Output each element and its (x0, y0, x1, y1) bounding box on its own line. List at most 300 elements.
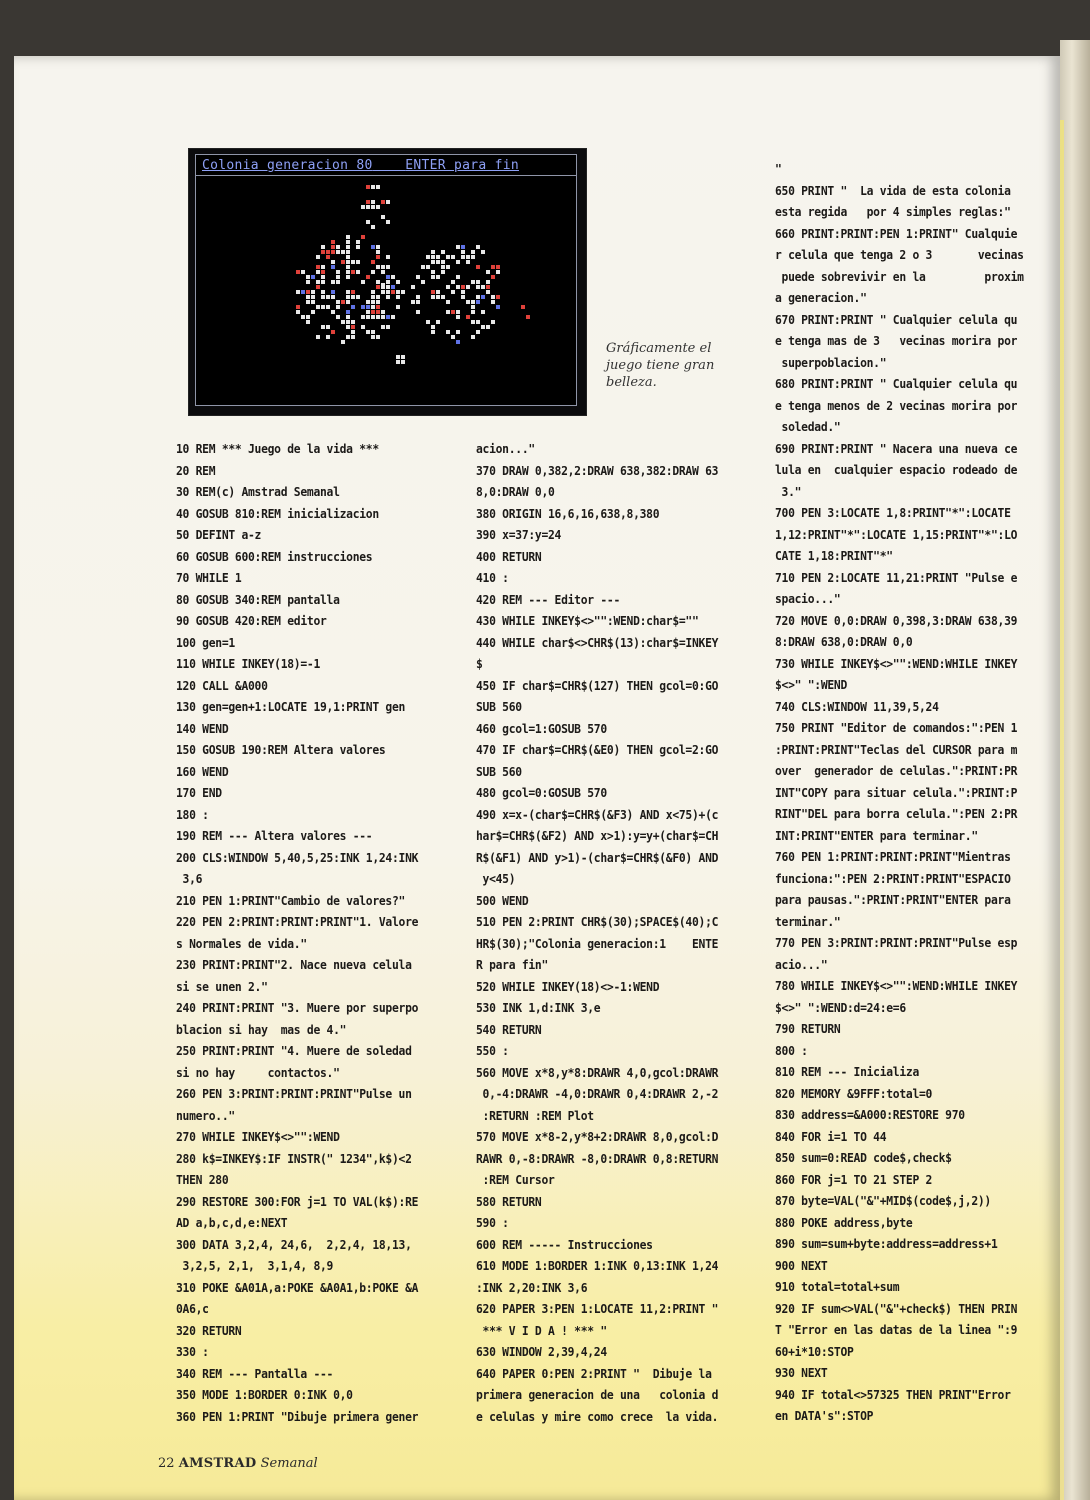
colony-cell (476, 285, 480, 289)
colony-cell (351, 260, 355, 264)
colony-cell (336, 305, 340, 309)
colony-cell (331, 245, 335, 249)
code-line: 60+i*10:STOP (775, 1344, 854, 1359)
code-line: 730 WHILE INKEY$<>"":WEND:WHILE INKEY (775, 656, 1018, 671)
colony-cell (386, 285, 390, 289)
code-line: 260 PEN 3:PRINT:PRINT:PRINT"Pulse un (176, 1087, 412, 1101)
colony-cell (461, 245, 465, 249)
colony-cell (331, 280, 335, 284)
colony-cell (306, 290, 310, 294)
code-line: 90 GOSUB 420:REM editor (176, 614, 327, 628)
colony-cell (346, 315, 350, 319)
code-line: 660 PRINT:PRINT:PEN 1:PRINT" Cualquie (775, 226, 1018, 241)
caption-line: juego tiene gran (606, 358, 715, 373)
colony-cell (296, 310, 300, 314)
code-line: INT"COPY para situar celula.":PRINT:P (775, 785, 1018, 800)
colony-cell (431, 290, 435, 294)
colony-cell (436, 255, 440, 259)
code-line: $<>" ":WEND:d=24:e=6 (775, 1000, 906, 1015)
code-line: 1,12:PRINT"*":LOCATE 1,15:PRINT"*":LO (775, 527, 1018, 542)
code-line: 670 PRINT:PRINT " Cualquier celula qu (775, 312, 1018, 327)
game-screen (195, 154, 577, 406)
code-line: 70 WHILE 1 (176, 571, 242, 585)
code-line: spacio..." (775, 592, 841, 606)
colony-cell (436, 295, 440, 299)
colony-cell (301, 270, 305, 274)
code-line: 120 CALL &A000 (176, 678, 268, 693)
code-line: 640 PAPER 0:PEN 2:PRINT " Dibuje la (476, 1366, 712, 1381)
colony-cell (381, 283, 385, 287)
code-line: 390 x=37:y=24 (476, 528, 562, 542)
code-line: 940 IF total<>57325 THEN PRINT"Error (775, 1387, 1011, 1402)
code-line: 480 gcol=0:GOSUB 570 (476, 786, 607, 800)
colony-cell (316, 255, 320, 259)
code-line: si no hay contactos." (176, 1065, 340, 1080)
colony-cell (331, 260, 335, 264)
colony-cell (416, 300, 420, 304)
colony-cell (401, 355, 405, 359)
colony-cell (326, 305, 330, 309)
colony-cell (481, 295, 485, 299)
colony-cell (401, 290, 405, 294)
colony-cell (321, 295, 325, 299)
colony-cell (366, 275, 370, 279)
code-line: 140 WEND (176, 721, 229, 736)
colony-cell (371, 270, 375, 274)
colony-cell (351, 290, 355, 294)
colony-cell (326, 335, 330, 339)
code-line: 210 PEN 1:PRINT"Cambio de valores?" (176, 893, 406, 908)
colony-cell (371, 310, 375, 314)
colony-cell (521, 305, 525, 309)
photo-caption (606, 340, 732, 391)
code-line: 410 : (476, 571, 509, 585)
code-line: 220 PEN 2:PRINT:PRINT:PRINT"1. Valore (176, 915, 419, 929)
colony-cell (346, 290, 350, 294)
colony-cell (351, 335, 355, 339)
colony-cell (306, 295, 310, 299)
colony-cell (461, 255, 465, 259)
code-line: har$=CHR$(&F2) AND x>1):y=y+(char$=CH (476, 829, 719, 843)
colony-cell (386, 265, 390, 269)
code-line: :PRINT:PRINT"Teclas del CURSOR para m (775, 742, 1018, 757)
colony-cell (336, 270, 340, 274)
code-line: 470 IF char$=CHR$(&E0) THEN gcol=2:GO (476, 743, 719, 757)
code-line: SUB 560 (476, 700, 522, 714)
colony-cell (331, 250, 335, 254)
code-line: a generacion." (775, 291, 867, 305)
colony-cell (386, 220, 390, 224)
colony-cell (351, 270, 355, 274)
cell-colony (196, 155, 576, 405)
code-line: R$(&F1) AND y>1)-(char$=CHR$(&F0) AND (476, 850, 719, 865)
colony-cell (471, 300, 475, 304)
colony-cell (386, 325, 390, 329)
game-screenshot (189, 149, 586, 415)
colony-cell (371, 330, 375, 334)
colony-cell (366, 185, 370, 189)
colony-cell (326, 250, 330, 254)
code-line: e tenga mas de 3 vecinas morira por (775, 334, 1018, 348)
colony-cell (421, 265, 425, 269)
code-line: 700 PEN 3:LOCATE 1,8:PRINT"*":LOCATE (775, 506, 1011, 520)
colony-cell (316, 270, 320, 274)
colony-cell (371, 245, 375, 249)
colony-cell (381, 270, 385, 274)
colony-cell (396, 360, 400, 364)
colony-cell (371, 205, 375, 209)
code-line: 280 k$=INKEY$:IF INSTR(" 1234",k$)<2 (176, 1151, 412, 1166)
colony-cell (361, 325, 365, 329)
colony-cell (316, 280, 320, 284)
colony-cell (441, 295, 445, 299)
code-line: en DATA's":STOP (775, 1409, 874, 1423)
code-line: over generador de celulas.":PRINT:PR (775, 764, 1018, 778)
colony-cell (471, 310, 475, 314)
colony-cell (376, 280, 380, 284)
colony-cell (456, 315, 460, 319)
code-line: si se unen 2." (176, 979, 268, 994)
code-line: 590 : (476, 1216, 509, 1230)
colony-cell (481, 310, 485, 314)
colony-cell (376, 185, 380, 189)
colony-cell (381, 265, 385, 269)
colony-cell (346, 295, 350, 299)
listing-column-2 (476, 439, 718, 1428)
code-line: 130 gen=gen+1:LOCATE 19,1:PRINT gen (176, 700, 406, 714)
code-line: CATE 1,18:PRINT"*" (775, 549, 893, 563)
colony-cell (346, 260, 350, 264)
code-line: 900 NEXT (775, 1258, 828, 1273)
code-line: 780 WHILE INKEY$<>"":WEND:WHILE INKEY (775, 979, 1018, 993)
code-line: 170 END (176, 786, 222, 800)
code-line: 680 PRINT:PRINT " Cualquier celula qu (775, 377, 1018, 391)
code-line: :REM Cursor (476, 1173, 555, 1187)
colony-cell (366, 315, 370, 319)
code-line: 10 REM *** Juego de la vida *** (176, 442, 379, 456)
colony-cell (486, 290, 490, 294)
colony-cell (326, 255, 330, 259)
page-footer (158, 1456, 318, 1471)
colony-cell (321, 265, 325, 269)
colony-cell (376, 295, 380, 299)
code-line: 740 CLS:WINDOW 11,39,5,24 (775, 699, 939, 714)
colony-cell (316, 305, 320, 309)
code-line: 790 RETURN (775, 1022, 841, 1036)
code-line: 870 byte=VAL("&"+MID$(code$,j,2)) (775, 1194, 991, 1208)
code-line: 30 REM(c) Amstrad Semanal (176, 485, 340, 499)
colony-cell (336, 250, 340, 254)
code-line: 450 IF char$=CHR$(127) THEN gcol=0:GO (476, 678, 719, 693)
colony-cell (311, 295, 315, 299)
colony-cell (446, 255, 450, 259)
code-line: 340 REM --- Pantalla --- (176, 1366, 334, 1381)
code-line: SUB 560 (476, 764, 522, 779)
code-line: 0A6,c (176, 1302, 209, 1316)
colony-cell (331, 265, 335, 269)
colony-cell (476, 300, 480, 304)
code-line: 380 ORIGIN 16,6,16,638,8,380 (476, 506, 660, 521)
colony-cell (476, 295, 480, 299)
colony-cell (431, 330, 435, 334)
code-line: 430 WHILE INKEY$<>"":WEND:char$="" (476, 614, 699, 628)
colony-cell (296, 270, 300, 274)
colony-cell (386, 315, 390, 319)
colony-cell (446, 310, 450, 314)
colony-cell (466, 315, 470, 319)
code-line: 610 MODE 1:BORDER 1:INK 0,13:INK 1,24 (476, 1259, 719, 1273)
code-line: 80 GOSUB 340:REM pantalla (176, 592, 340, 607)
code-line: 860 FOR j=1 TO 21 STEP 2 (775, 1172, 933, 1187)
code-line: 190 REM --- Altera valores --- (176, 829, 373, 843)
colony-cell (341, 260, 345, 264)
colony-cell (451, 255, 455, 259)
code-line: y<45) (476, 872, 516, 886)
code-line: acio..." (775, 957, 828, 972)
code-line: *** V I D A ! *** " (476, 1323, 607, 1338)
colony-cell (316, 335, 320, 339)
code-line: 400 RETURN (476, 549, 542, 564)
colony-cell (491, 275, 495, 279)
colony-cell (476, 280, 480, 284)
code-line: 820 MEMORY &9FFF:total=0 (775, 1086, 933, 1101)
listing-column-3 (775, 159, 1024, 1428)
code-line: 310 POKE &A01A,a:POKE &A0A1,b:POKE &A (176, 1280, 419, 1295)
colony-cell (376, 305, 380, 309)
colony-cell (426, 320, 430, 324)
code-line: 550 : (476, 1044, 509, 1058)
colony-cell (376, 265, 380, 269)
colony-cell (481, 325, 485, 329)
colony-cell (486, 280, 490, 284)
colony-cell (351, 305, 355, 309)
code-line: 3." (775, 484, 802, 499)
colony-cell (451, 335, 455, 339)
code-line: 500 WEND (476, 893, 529, 908)
colony-cell (351, 320, 355, 324)
colony-cell (341, 340, 345, 344)
colony-cell (326, 325, 330, 329)
code-line: acion..." (476, 442, 535, 456)
code-line: $<>" ":WEND (775, 678, 848, 692)
colony-cell (376, 245, 380, 249)
code-line: 0,-4:DRAWR -4,0:DRAWR 0,4:DRAWR 2,-2 (476, 1087, 719, 1101)
colony-cell (391, 275, 395, 279)
code-line: 360 PEN 1:PRINT "Dibuje primera gener (176, 1409, 419, 1424)
code-line: 460 gcol=1:GOSUB 570 (476, 721, 607, 736)
code-line: :RETURN :REM Plot (476, 1108, 594, 1123)
colony-cell (381, 200, 385, 204)
colony-cell (366, 305, 370, 309)
code-line: esta regida por 4 simples reglas:" (775, 205, 1011, 219)
code-line: 370 DRAW 0,382,2:DRAW 638,382:DRAW 63 (476, 463, 719, 478)
colony-cell (346, 335, 350, 339)
code-line: 600 REM ----- Instrucciones (476, 1237, 653, 1252)
colony-cell (446, 300, 450, 304)
colony-cell (456, 340, 460, 344)
screen-title-left: Colonia generacion 80 (202, 158, 373, 173)
code-line: blacion si hay mas de 4." (176, 1022, 347, 1037)
colony-cell (346, 250, 350, 254)
colony-cell (446, 285, 450, 289)
colony-cell (376, 315, 380, 319)
colony-cell (441, 265, 445, 269)
colony-cell (296, 305, 300, 309)
colony-cell (331, 240, 335, 244)
colony-cell (486, 270, 490, 274)
colony-cell (331, 330, 335, 334)
code-line: 580 RETURN (476, 1194, 542, 1209)
code-line: terminar." (775, 914, 841, 929)
code-line: 520 WHILE INKEY(18)<>-1:WEND (476, 979, 660, 994)
code-line: 3,2,5, 2,1, 3,1,4, 8,9 (176, 1259, 334, 1273)
colony-cell (471, 305, 475, 309)
code-line: 8,0:DRAW 0,0 (476, 485, 555, 499)
colony-cell (381, 215, 385, 219)
colony-cell (376, 250, 380, 254)
code-line: 930 NEXT (775, 1366, 828, 1380)
code-line: 690 PRINT:PRINT " Nacera una nueva ce (775, 441, 1018, 456)
colony-cell (411, 300, 415, 304)
colony-cell (346, 255, 350, 259)
colony-cell (346, 240, 350, 244)
colony-cell (476, 330, 480, 334)
colony-cell (311, 290, 315, 294)
colony-cell (441, 260, 445, 264)
listing-column-1 (176, 439, 418, 1428)
colony-cell (456, 260, 460, 264)
colony-cell (481, 250, 485, 254)
colony-cell (336, 275, 340, 279)
code-line: 270 WHILE INKEY$<>"":WEND (176, 1130, 340, 1144)
colony-cell (476, 320, 480, 324)
code-line: 720 MOVE 0,0:DRAW 0,398,3:DRAW 638,39 (775, 613, 1018, 628)
colony-cell (306, 315, 310, 319)
code-line: 440 WHILE char$<>CHR$(13):char$=INKEY (476, 635, 719, 650)
colony-cell (326, 295, 330, 299)
colony-cell (396, 280, 400, 284)
code-line: 180 : (176, 807, 209, 822)
colony-cell (321, 290, 325, 294)
colony-cell (421, 280, 425, 284)
colony-cell (311, 300, 315, 304)
colony-cell (431, 275, 435, 279)
colony-cell (371, 225, 375, 229)
code-line: 650 PRINT " La vida de esta colonia (775, 183, 1011, 198)
colony-cell (386, 200, 390, 204)
colony-cell (346, 320, 350, 324)
colony-cell (361, 205, 365, 209)
code-line: primera generacion de una colonia d (476, 1388, 719, 1402)
code-line: 200 CLS:WINDOW 5,40,5,25:INK 1,24:INK (176, 850, 419, 865)
code-line: superpoblacion." (775, 355, 887, 370)
code-line: R para fin" (476, 958, 549, 972)
colony-cell (346, 235, 350, 239)
colony-cell (381, 325, 385, 329)
colony-cell (396, 305, 400, 309)
colony-cell (431, 325, 435, 329)
code-line: 920 IF sum<>VAL("&"+check$) THEN PRIN (775, 1301, 1018, 1316)
code-line: 3,6 (176, 872, 203, 886)
colony-cell (461, 285, 465, 289)
colony-cell (366, 300, 370, 304)
colony-cell (346, 265, 350, 269)
magazine-name: AMSTRAD (178, 1456, 257, 1471)
colony-cell (356, 260, 360, 264)
colony-cell (526, 315, 530, 319)
code-line: 750 PRINT "Editor de comandos:":PEN 1 (775, 721, 1018, 735)
colony-cell (386, 255, 390, 259)
colony-cell (316, 285, 320, 289)
code-line: 420 REM --- Editor --- (476, 592, 620, 607)
code-line: 490 x=x-(char$=CHR$(&F3) AND x<75)+(c (476, 807, 719, 822)
colony-cell (321, 325, 325, 329)
colony-cell (416, 310, 420, 314)
code-line: INT:PRINT"ENTER para terminar." (775, 828, 978, 843)
colony-cell (331, 290, 335, 294)
colony-cell (311, 275, 315, 279)
colony-cell (386, 280, 390, 284)
colony-cell (416, 275, 420, 279)
colony-cell (476, 265, 480, 269)
colony-cell (361, 315, 365, 319)
colony-cell (356, 240, 360, 244)
colony-cell (346, 270, 350, 274)
colony-cell (456, 285, 460, 289)
colony-cell (296, 290, 300, 294)
code-line: 50 DEFINT a-z (176, 528, 262, 542)
colony-cell (491, 265, 495, 269)
colony-cell (431, 250, 435, 254)
screen-title-right: ENTER para fin (405, 158, 519, 173)
code-line: 570 MOVE x*8-2,y*8+2:DRAWR 8,0,gcol:D (476, 1130, 719, 1144)
colony-cell (431, 260, 435, 264)
colony-cell (321, 270, 325, 274)
code-line: 560 MOVE x*8,y*8:DRAWR 4,0,gcol:DRAWR (476, 1065, 719, 1080)
code-line: 620 PAPER 3:PEN 1:LOCATE 11,2:PRINT " (476, 1302, 719, 1316)
colony-cell (336, 300, 340, 304)
colony-cell (496, 265, 500, 269)
colony-cell (376, 205, 380, 209)
colony-cell (436, 320, 440, 324)
code-line: puede sobrevivir en la proxim (775, 269, 1024, 284)
colony-cell (396, 290, 400, 294)
code-line: 810 REM --- Inicializa (775, 1065, 919, 1079)
colony-cell (376, 310, 380, 314)
code-line: T "Error en las datas de la linea ":9 (775, 1323, 1018, 1337)
colony-cell (346, 300, 350, 304)
colony-cell (366, 310, 370, 314)
colony-cell (491, 295, 495, 299)
code-line: 240 PRINT:PRINT "3. Muere por superpo (176, 1001, 419, 1015)
colony-cell (346, 310, 350, 314)
code-line: 800 : (775, 1043, 808, 1058)
colony-cell (471, 320, 475, 324)
colony-cell (361, 305, 365, 309)
colony-cell (461, 295, 465, 299)
colony-cell (391, 290, 395, 294)
code-line: RAWR 0,-8:DRAWR -8,0:DRAWR 0,8:RETURN (476, 1151, 719, 1166)
colony-cell (441, 270, 445, 274)
colony-cell (346, 325, 350, 329)
colony-cell (466, 260, 470, 264)
colony-cell (361, 280, 365, 284)
code-line: RINT"DEL para borra celula.":PEN 2:PR (775, 807, 1018, 821)
colony-cell (491, 320, 495, 324)
colony-cell (466, 285, 470, 289)
colony-cell (321, 250, 325, 254)
colony-cell (371, 260, 375, 264)
